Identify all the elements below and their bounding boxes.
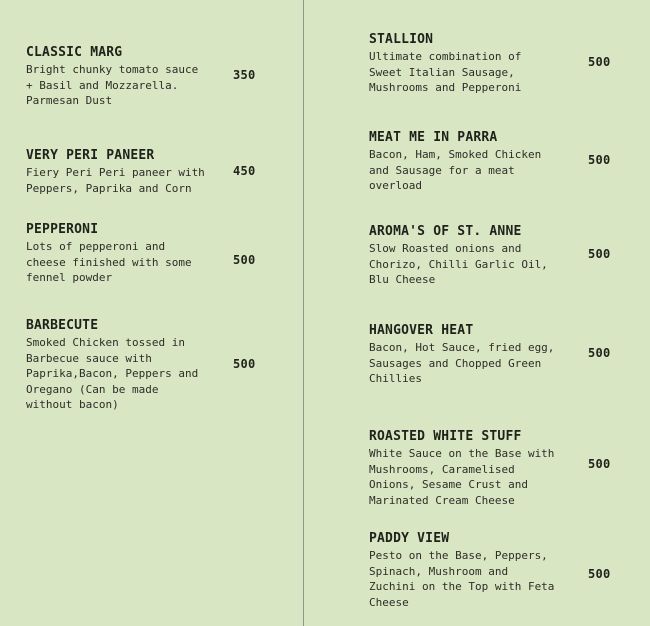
item-price: 500 bbox=[588, 247, 611, 261]
item-price: 450 bbox=[233, 164, 256, 178]
menu-item-aromas-of-st-anne bbox=[369, 224, 574, 288]
item-description: Lots of pepperoni and cheese finished with some fennel powder bbox=[26, 240, 192, 284]
menu-item-roasted-white-stuff bbox=[369, 429, 574, 508]
item-price: 500 bbox=[233, 253, 256, 267]
menu-item-very-peri-paneer bbox=[26, 148, 221, 196]
item-name: MEAT ME IN PARRA bbox=[369, 130, 498, 145]
item-name: STALLION bbox=[369, 32, 434, 47]
item-name: HANGOVER HEAT bbox=[369, 323, 474, 338]
item-price: 500 bbox=[588, 567, 611, 581]
menu-item-barbecute bbox=[26, 318, 221, 413]
item-name: CLASSIC MARG bbox=[26, 45, 123, 60]
item-description: Fiery Peri Peri paneer with Peppers, Paprika and Corn bbox=[26, 166, 205, 195]
item-name: VERY PERI PANEER bbox=[26, 148, 155, 163]
item-description: Smoked Chicken tossed in Barbecue sauce with Paprika,Bacon, Peppers and Oregano (Can be made without bacon) bbox=[26, 336, 199, 411]
item-name: ROASTED WHITE STUFF bbox=[369, 429, 522, 444]
item-price: 500 bbox=[233, 357, 256, 371]
item-name: AROMA'S OF ST. ANNE bbox=[369, 224, 522, 239]
item-name: PADDY VIEW bbox=[369, 531, 450, 546]
item-price: 500 bbox=[588, 346, 611, 360]
item-description: Bacon, Hot Sauce, fried egg, Sausages and Chopped Green Chillies bbox=[369, 341, 555, 385]
item-price: 350 bbox=[233, 68, 256, 82]
menu-item-hangover-heat bbox=[369, 323, 574, 387]
menu-item-pepperoni bbox=[26, 222, 221, 286]
item-price: 500 bbox=[588, 55, 611, 69]
item-description: Pesto on the Base, Peppers, Spinach, Mushroom and Zuchini on the Top with Feta Cheese bbox=[369, 549, 555, 609]
item-name: PEPPERONI bbox=[26, 222, 99, 237]
menu-item-classic-marg bbox=[26, 45, 221, 109]
column-divider bbox=[303, 0, 304, 626]
item-description: Bright chunky tomato sauce + Basil and Mozzarella. Parmesan Dust bbox=[26, 63, 199, 107]
item-description: White Sauce on the Base with Mushrooms, Caramelised Onions, Sesame Crust and Marinated Cream Cheese bbox=[369, 447, 555, 507]
menu-item-meat-me-in-parra bbox=[369, 130, 574, 194]
menu-item-stallion bbox=[369, 32, 574, 96]
item-price: 500 bbox=[588, 153, 611, 167]
item-name: BARBECUTE bbox=[26, 318, 99, 333]
item-description: Ultimate combination of Sweet Italian Sausage, Mushrooms and Pepperoni bbox=[369, 50, 522, 94]
menu-item-paddy-view bbox=[369, 531, 574, 610]
item-description: Slow Roasted onions and Chorizo, Chilli Garlic Oil, Blu Cheese bbox=[369, 242, 548, 286]
item-description: Bacon, Ham, Smoked Chicken and Sausage for a meat overload bbox=[369, 148, 542, 192]
item-price: 500 bbox=[588, 457, 611, 471]
